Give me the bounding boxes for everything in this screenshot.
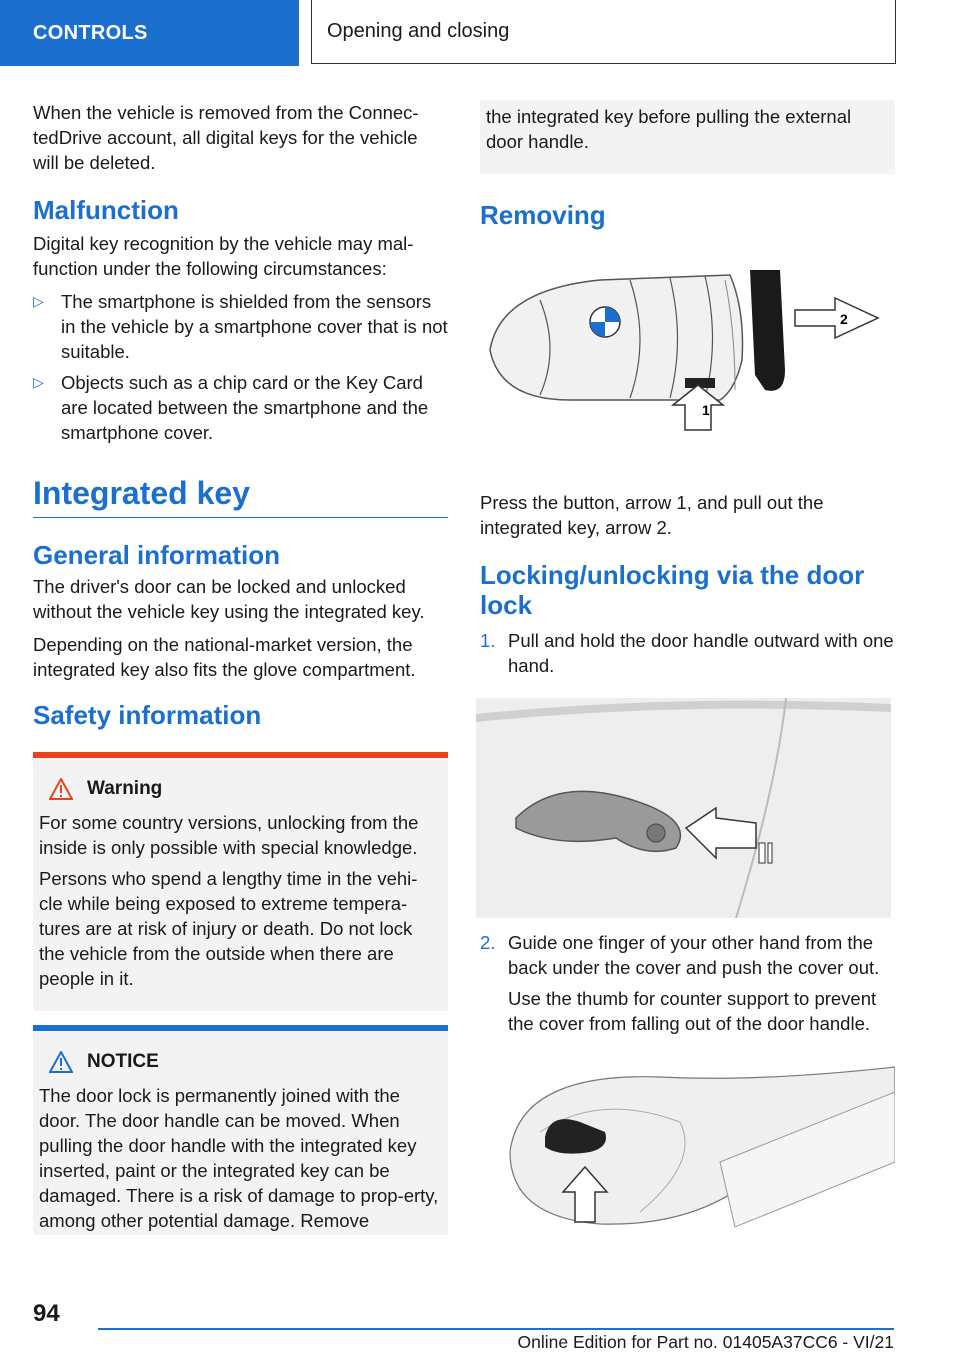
general-paragraph-1: The driver's door can be locked and unlocked without the vehicle key using the integrated key.: [33, 576, 425, 622]
step-extra-text: Use the thumb for counter support to prevent the cover from falling out of the door handle.: [508, 988, 877, 1034]
list-item-text: The smartphone is shielded from the sensors in the vehicle by a smartphone cover that is not suitable.: [61, 291, 448, 362]
notice-continued-text: the integrated key before pulling the external door handle.: [486, 106, 852, 152]
warning-paragraph-1: For some country versions, unlocking from the inside is only possible with special knowledge.: [39, 812, 419, 858]
notice-box: [33, 1025, 448, 1235]
list-item: [33, 370, 448, 445]
step-item: [480, 628, 895, 678]
notice-box-continued: [480, 100, 895, 174]
notice-title: NOTICE: [87, 1051, 159, 1072]
step-item: [480, 930, 895, 1036]
warning-box: [33, 752, 448, 1011]
locking-steps-continued: [480, 930, 895, 1036]
intro-paragraph: When the vehicle is removed from the Connec-tedDrive account, all digital keys for the vehicle will be deleted.: [33, 102, 419, 173]
general-information-heading: General information: [33, 540, 281, 570]
triangle-bullet-icon: ▷: [33, 293, 44, 309]
section-tab: CONTROLS: [0, 0, 299, 66]
notice-triangle-icon: [49, 1051, 73, 1073]
integrated-key-heading: Integrated key: [33, 473, 448, 518]
locking-steps: [480, 628, 895, 678]
step-number: 1.: [480, 630, 496, 651]
arrow-1-label: 1: [702, 402, 710, 418]
door-handle-figure: [476, 698, 891, 918]
malfunction-list: [33, 289, 448, 445]
arrow-2-icon: [795, 298, 878, 338]
notice-paragraph: The door lock is permanently joined with the door. The door handle can be moved. When pulling the door handle with the integrated key inserted, paint or the integrated key can be damaged. There is a risk of damage to prop-erty, among other potential damage. Remove: [39, 1085, 439, 1231]
warning-triangle-icon: [49, 778, 73, 800]
page-number: 94: [33, 1300, 60, 1327]
removing-heading: Removing: [480, 200, 606, 230]
key-removal-figure: [480, 250, 895, 450]
malfunction-text: Digital key recognition by the vehicle may mal-function under the following circumstances:: [33, 233, 414, 279]
locking-heading: Locking/unlocking via the door lock: [480, 560, 865, 620]
key-removal-illustration: [480, 250, 895, 450]
list-item-text: Objects such as a chip card or the Key Card are located between the smartphone and the smartphone cover.: [61, 372, 429, 443]
triangle-bullet-icon: ▷: [33, 374, 44, 390]
cover-removal-illustration: [480, 1052, 895, 1232]
cover-removal-figure: [480, 1052, 895, 1232]
warning-paragraph-2: Persons who spend a lengthy time in the vehi-cle while being exposed to extreme tempera-tures are at risk of injury or death. Do not lock the vehicle from the outside when there are people in it.: [39, 868, 418, 989]
malfunction-heading: Malfunction: [33, 195, 179, 225]
footer-edition: Online Edition for Part no. 01405A37CC6 - VI/21: [517, 1332, 894, 1352]
general-paragraph-2: Depending on the national-market version, the integrated key also fits the glove compartment.: [33, 634, 416, 680]
right-column: [480, 100, 895, 1232]
arrow-2-label: 2: [840, 311, 848, 327]
door-handle-illustration: [476, 698, 891, 918]
step-text: Pull and hold the door handle outward with one hand.: [508, 630, 894, 676]
step-text: Guide one finger of your other hand from the back under the cover and push the cover out.: [508, 932, 880, 978]
removing-text: Press the button, arrow 1, and pull out the integrated key, arrow 2.: [480, 492, 824, 538]
left-column: [33, 100, 448, 1235]
list-item: [33, 289, 448, 364]
page-header: [0, 0, 960, 66]
footer-rule: [98, 1328, 894, 1330]
warning-title: Warning: [87, 778, 163, 799]
chapter-title: Opening and closing: [311, 0, 896, 64]
step-number: 2.: [480, 932, 496, 953]
safety-information-heading: Safety information: [33, 700, 262, 730]
